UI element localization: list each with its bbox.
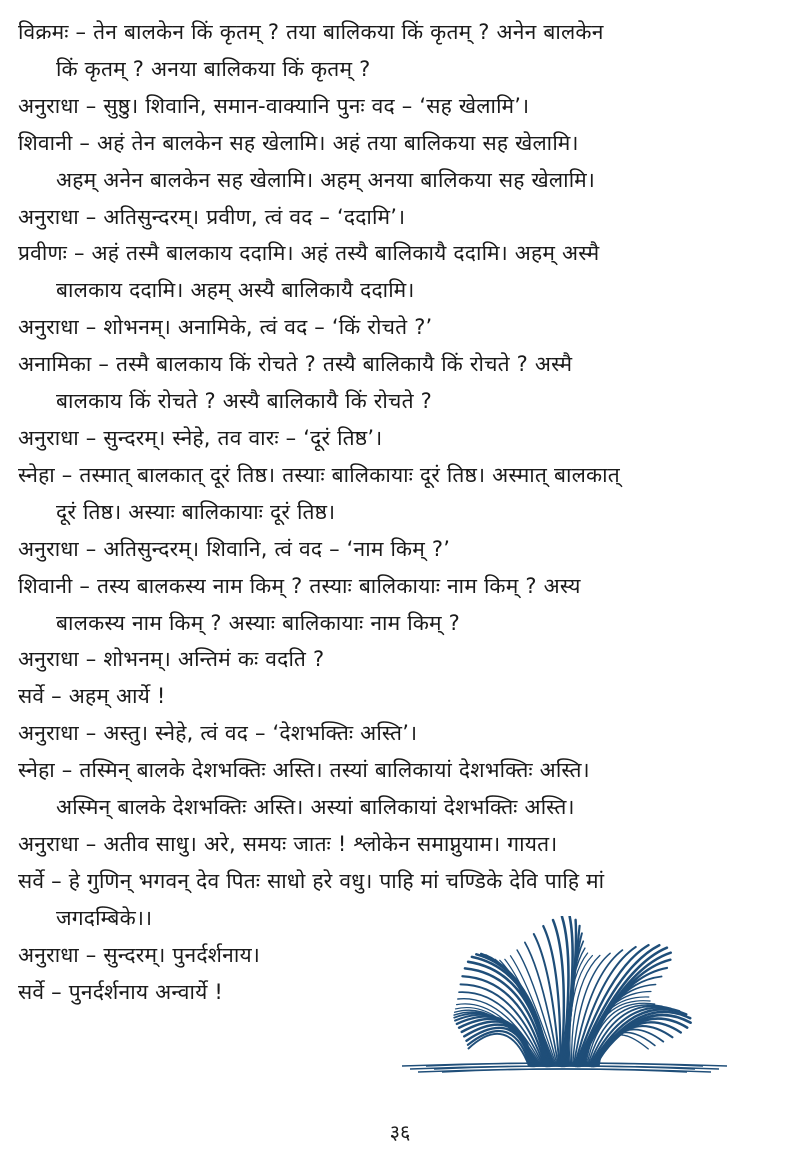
grass-tuft-icon	[392, 916, 737, 1078]
dialogue-line: अनुराधा – शोभनम्। अनामिके, त्वं वद – ‘किं रोचते ?’	[18, 315, 433, 340]
dialogue-line: अनुराधा – अतिसुन्दरम्। प्रवीण, त्वं वद – ‘ददामि’।	[18, 204, 406, 229]
dialogue-line: अनुराधा – अतिसुन्दरम्। शिवानि, त्वं वद – ‘नाम किम् ?’	[18, 536, 451, 561]
dialogue-line: अनामिका – तस्मै बालकाय किं रोचते ? तस्यै बालिकायै किं रोचते ? अस्मै	[18, 352, 573, 377]
dialogue-continuation-line: बालकाय ददामि। अहम् अस्यै बालिकायै ददामि।	[56, 278, 415, 303]
dialogue-text	[18, 14, 788, 1010]
dialogue-line: प्रवीणः – अहं तस्मै बालकाय ददामि। अहं तस्यै बालिकायै ददामि। अहम् अस्मै	[18, 241, 600, 266]
dialogue-line: अनुराधा – सुष्ठु। शिवानि, समान-वाक्यानि पुनः वद – ‘सह खेलामि’।	[18, 93, 530, 118]
dialogue-continuation-line: बालकस्य नाम किम् ? अस्याः बालिकायाः नाम किम् ?	[56, 610, 461, 635]
dialogue-continuation-line: किं कृतम् ? अनया बालिकया किं कृतम् ?	[56, 56, 371, 81]
grass-blade	[597, 1029, 663, 1066]
dialogue-line: स्नेहा – तस्मिन् बालके देशभक्तिः अस्ति। तस्यां बालिकायां देशभक्तिः अस्ति।	[18, 758, 590, 783]
dialogue-line: सर्वे – पुनर्दर्शनाय अन्वार्ये !	[18, 979, 223, 1004]
dialogue-line: अनुराधा – अस्तु। स्नेहे, त्वं वद – ‘देशभक्तिः अस्ति’।	[18, 721, 418, 746]
page-number: ३६	[389, 1120, 411, 1144]
dialogue-line: अनुराधा – अतीव साधु। अरे, समयः जातः ! श्लोकेन समाप्नुयाम। गायत।	[18, 831, 558, 856]
dialogue-line: अनुराधा – सुन्दरम्। पुनर्दर्शनाय।	[18, 942, 260, 967]
dialogue-line: स्नेहा – तस्मात् बालकात् दूरं तिष्ठ। तस्याः बालिकायाः दूरं तिष्ठ। अस्मात् बालकात्	[18, 462, 620, 487]
dialogue-continuation-line: जगदम्बिके।।	[56, 905, 153, 930]
dialogue-line: शिवानी – तस्य बालकस्य नाम किम् ? तस्याः बालिकायाः नाम किम् ? अस्य	[18, 573, 581, 598]
dialogue-continuation-line: बालकाय किं रोचते ? अस्यै बालिकायै किं रोचते ?	[56, 389, 432, 414]
dialogue-continuation-line: अहम् अनेन बालकेन सह खेलामि। अहम् अनया बालिकया सह खेलामि।	[56, 167, 596, 192]
dialogue-line: अनुराधा – सुन्दरम्। स्नेहे, तव वारः – ‘दूरं तिष्ठ’।	[18, 425, 383, 450]
dialogue-line: शिवानी – अहं तेन बालकेन सह खेलामि। अहं तया बालिकया सह खेलामि।	[18, 130, 579, 155]
dialogue-continuation-line: दूरं तिष्ठ। अस्याः बालिकायाः दूरं तिष्ठ।	[56, 499, 336, 524]
dialogue-line: विक्रमः – तेन बालकेन किं कृतम् ? तया बालिकया किं कृतम् ? अनेन बालकेन	[18, 20, 604, 44]
dialogue-line: अनुराधा – शोभनम्। अन्तिमं कः वदति ?	[18, 647, 325, 672]
dialogue-line: सर्वे – हे गुणिन् भगवन् देव पितः साधो हरे वधु। पाहि मां चण्डिके देवि पाहि मां	[18, 868, 605, 893]
dialogue-line: सर्वे – अहम् आर्ये !	[18, 684, 166, 709]
dialogue-continuation-line: अस्मिन् बालके देशभक्तिः अस्ति। अस्यां बालिकायां देशभक्तिः अस्ति।	[56, 795, 575, 820]
